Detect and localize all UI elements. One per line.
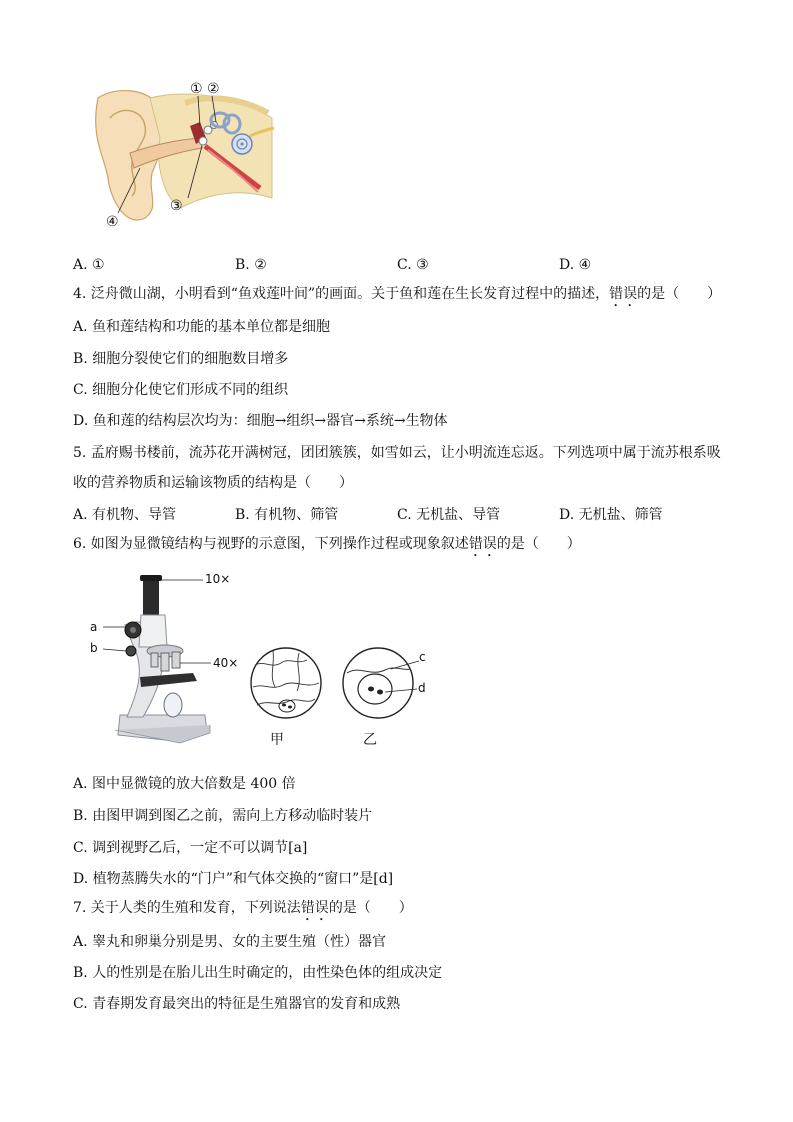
q6-stem-tail: 的是（ ）	[496, 536, 581, 552]
q6-stem	[73, 535, 581, 560]
q7-option-b: B. 人的性别是在胎儿出生时确定的，由性染色体的组成决定	[73, 965, 443, 981]
q4-stem-emphasis: 错误	[609, 286, 638, 302]
q7-stem	[73, 899, 413, 924]
label-view-jia: 甲	[270, 732, 284, 748]
q6-option-d: D. 植物蒸腾失水的“门户”和气体交换的“窗口”是[d]	[73, 871, 394, 887]
q6-option-c: C. 调到视野乙后，一定不可以调节[a]	[73, 840, 308, 856]
label-a: a	[90, 620, 98, 634]
label-d: d	[418, 681, 426, 695]
q5-option-d: D. 无机盐、筛管	[559, 507, 663, 523]
q3-option-c: C. ③	[397, 257, 429, 273]
q5-option-b: B. 有机物、筛管	[235, 507, 339, 523]
q3-option-d: D. ④	[559, 257, 592, 273]
q4-stem-text: 4. 泛舟微山湖，小明看到“鱼戏莲叶间”的画面。关于鱼和莲在生长发育过程中的描述，	[73, 286, 610, 302]
q4-stem-tail: 的是（ ）	[637, 286, 722, 302]
microscope-figure	[85, 565, 445, 755]
q3-option-b: B. ②	[235, 257, 267, 273]
label-c: c	[419, 650, 426, 664]
q5-option-a: A. 有机物、导管	[73, 507, 177, 523]
q7-option-a: A. 睾丸和卵巢分别是男、女的主要生殖（性）器官	[73, 934, 387, 950]
ear-label-2: ②	[207, 81, 220, 97]
microscope-diagram	[85, 565, 445, 755]
q6-stem-text: 6. 如图为显微镜结构与视野的示意图，下列操作过程或现象叙述	[73, 536, 469, 552]
q5-stem-line2: 收的营养物质和运输该物质的结构是（ ）	[73, 475, 353, 491]
q4-option-a: A. 鱼和莲结构和功能的基本单位都是细胞	[73, 319, 331, 335]
ear-label-3: ③	[170, 198, 183, 214]
q6-option-a: A. 图中显微镜的放大倍数是 400 倍	[73, 776, 296, 792]
label-objective: 40×	[213, 656, 239, 670]
q3-option-a: A. ①	[73, 257, 105, 273]
ear-label-1: ①	[190, 81, 203, 97]
q6-stem-emphasis: 错误	[468, 536, 497, 552]
q4-option-b: B. 细胞分裂使它们的细胞数目增多	[73, 351, 289, 367]
label-b: b	[90, 641, 98, 655]
label-view-yi: 乙	[363, 732, 377, 748]
q5-stem-line1: 5. 孟府赐书楼前，流苏花开满树冠，团团簇簇，如雪如云，让小明流连忘返。下列选项中属于流苏根系吸	[73, 445, 721, 461]
q6-option-b: B. 由图甲调到图乙之前，需向上方移动临时装片	[73, 808, 373, 824]
label-eyepiece: 10×	[205, 572, 231, 586]
q4-option-d: D. 鱼和莲的结构层次均为：细胞→组织→器官→系统→生物体	[73, 413, 448, 429]
q7-stem-text: 7. 关于人类的生殖和发育，下列说法	[73, 900, 301, 916]
ear-label-4: ④	[106, 214, 119, 230]
q7-option-c: C. 青春期发育最突出的特征是生殖器官的发育和成熟	[73, 996, 401, 1012]
q4-stem	[73, 285, 721, 310]
q5-option-c: C. 无机盐、导管	[397, 507, 501, 523]
q4-option-c: C. 细胞分化使它们形成不同的组织	[73, 382, 289, 398]
q7-stem-tail: 的是（ ）	[328, 900, 413, 916]
q7-stem-emphasis: 错误	[300, 900, 329, 916]
